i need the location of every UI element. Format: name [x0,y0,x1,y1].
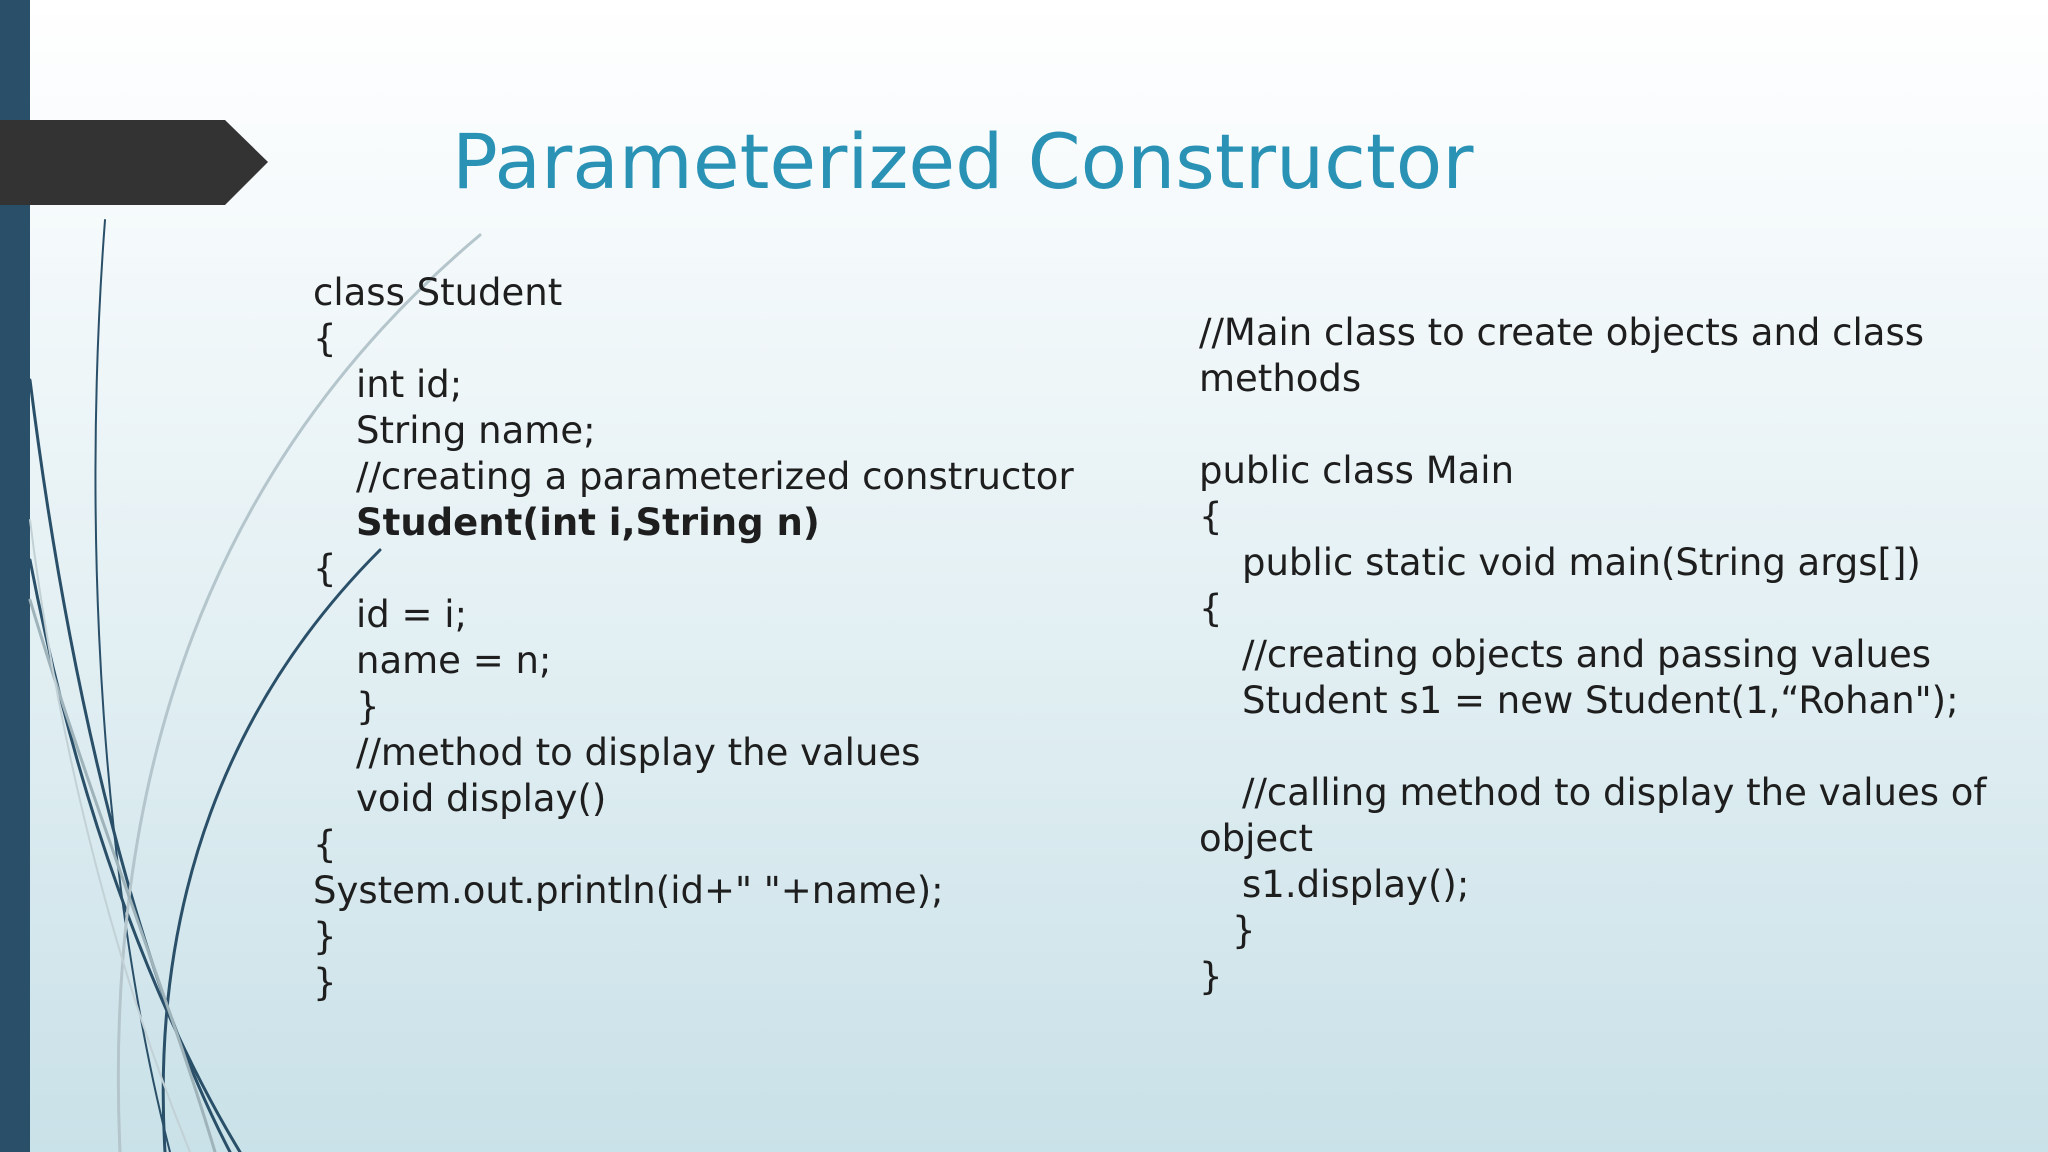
code-line-call-display: s1.display(); [1242,863,1470,906]
code-line-open-brace: { [313,547,337,590]
code-line-new-student: Student s1 = new Student(1,“Rohan"); [1242,679,1959,722]
code-line-comment-method: //method to display the values [356,731,921,774]
code-line-open-brace: { [313,823,337,866]
code-line-field-name: String name; [356,409,596,452]
code-line-comment-main-cont: methods [1199,357,1362,400]
code-line-class-decl: class Student [313,271,563,314]
code-line-method-signature: void display() [356,777,607,820]
code-line-open-brace: { [1199,495,1223,538]
code-line-close-brace: } [313,915,337,958]
code-line-open-brace: { [313,317,337,360]
title-arrow-tab [0,120,268,205]
code-line-comment-main: //Main class to create objects and class [1199,311,1925,354]
code-line-println: System.out.println(id+" "+name); [313,869,944,912]
code-line-comment-call: //calling method to display the values of [1242,771,1987,814]
code-line-close-brace: } [1199,955,1223,998]
code-line-field-id: int id; [356,363,463,406]
code-line-main-signature: public static void main(String args[]) [1242,541,1921,584]
slide-title: Parameterized Constructor [452,117,1474,206]
code-line-constructor-signature: Student(int i,String n) [356,501,820,544]
code-line-close-brace: } [356,685,380,728]
code-line-comment-constructor: //creating a parameterized constructor [356,455,1074,498]
code-line-close-brace: } [313,961,337,1004]
code-line-class-decl: public class Main [1199,449,1515,492]
code-line-assign-id: id = i; [356,593,468,636]
right-code-block [1199,310,1987,998]
code-line-assign-name: name = n; [356,639,552,682]
code-line-open-brace: { [1199,587,1223,630]
code-line-close-brace: } [1232,909,1256,952]
left-code-block [313,270,1074,1004]
code-line-comment-call-cont: object [1199,817,1314,860]
code-line-comment-create: //creating objects and passing values [1242,633,1932,676]
